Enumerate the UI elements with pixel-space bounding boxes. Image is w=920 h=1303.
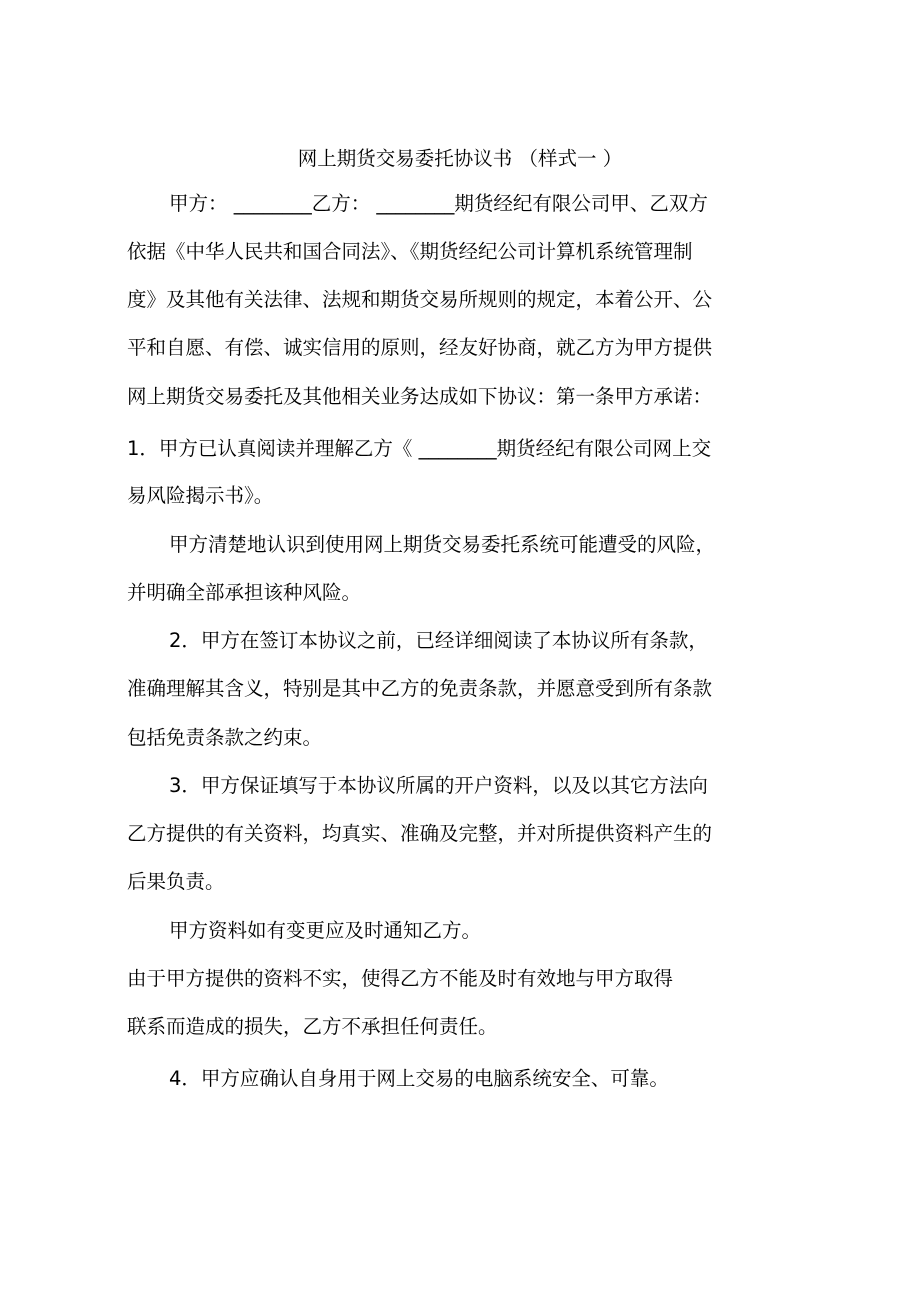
text-line: 甲方清楚地认识到使用网上期货交易委托系统可能遭受的风险，: [169, 533, 716, 556]
text-line: 依据《中华人民共和国合同法》、《期货经纪公司计算机系统管理制: [127, 240, 693, 263]
text-line: 网上期货交易委托及其他相关业务达成如下协议：第一条甲方承诺：: [127, 385, 713, 408]
text-line: 由于甲方提供的资料不实，使得乙方不能及时有效地与甲方取得: [127, 967, 674, 990]
text-line: 1．甲方已认真阅读并理解乙方《 ________期货经纪有限公司网上交: [127, 437, 712, 460]
text-line: 并明确全部承担该种风险。: [127, 581, 362, 604]
text-line: 3．甲方保证填写于本协议所属的开户资料，以及以其它方法向: [169, 774, 708, 797]
text-line: 乙方提供的有关资料，均真实、准确及完整，并对所提供资料产生的: [127, 822, 713, 845]
text-line: 联系而造成的损失，乙方不承担任何责任。: [127, 1015, 498, 1038]
text-line: 后果负责。: [127, 870, 225, 893]
text-line: 易风险揭示书》。: [127, 484, 274, 507]
document-title: 网上期货交易委托协议书 （样式一 ）: [297, 147, 623, 170]
text-line: 2．甲方在签订本协议之前，已经详细阅读了本协议所有条款，: [169, 629, 708, 652]
text-line: 甲方资料如有变更应及时通知乙方。: [169, 919, 482, 942]
text-line: 度》及其他有关法律、法规和期货交易所规则的规定，本着公开、公: [127, 288, 713, 311]
text-line: 包括免责条款之约束。: [127, 726, 323, 749]
text-line: 甲方： ________乙方： ________期货经纪有限公司甲、乙双方: [169, 192, 708, 215]
text-line: 平和自愿、有偿、诚实信用的原则，经友好协商，就乙方为甲方提供: [127, 336, 713, 359]
text-line: 准确理解其含义，特别是其中乙方的免责条款，并愿意受到所有条款: [127, 677, 713, 700]
text-line: 4．甲方应确认自身用于网上交易的电脑系统安全、可靠。: [169, 1067, 669, 1090]
